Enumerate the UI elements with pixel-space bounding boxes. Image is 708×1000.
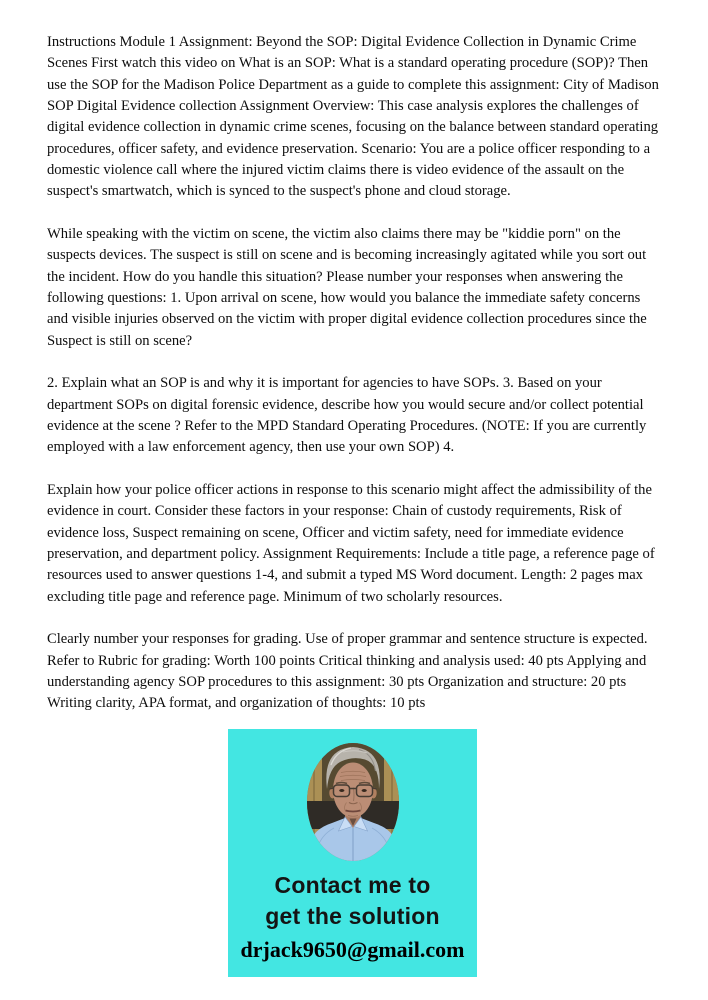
contact-heading-line2: get the solution (265, 903, 440, 929)
paragraph-scenario-question1: While speaking with the victim on scene, the victim also claims there may be "kiddie porn" on the suspects devices. The suspect is still on scene and is becoming increasingly agitated while you sort out the incident. How do you handle this situation? Please number your responses when answering the following questions: 1. Upon arrival on scene, how would you balance the immediate safety concerns and visible injuries observed on the victim with proper digital evidence collection procedures since the Suspect is still on scene? (47, 225, 647, 349)
contact-email: drjack9650@gmail.com (240, 937, 465, 962)
contact-card (228, 729, 477, 977)
paragraph-intro: Instructions Module 1 Assignment: Beyond the SOP: Digital Evidence Collection in Dynamic Crime Scenes First watch this video on What is an SOP: What is a standard operating procedure (SOP)? Then use the SOP for the Madison Police Department as a guide to complete this assignment: City of Madison SOP Digital Evidence collection Assignment Overview: This case analysis explores the challenges of digital evidence collection in dynamic crime scenes, focusing on the balance between standard operating procedures, officer safety, and evidence preservation. Scenario: You are a police officer responding to a domestic violence call where the injured victim claims there is video evidence of the assault on the suspect's smartwatch, which is synced to the suspect's phone and cloud storage. (47, 34, 659, 200)
paragraph-grading-rubric: Clearly number your responses for grading. Use of proper grammar and sentence structure is expected. Refer to Rubric for grading: Worth 100 points Critical thinking and analysis used: 40 pts Applying and understanding agency SOP procedures to this assignment: 30 pts Organization and structure: 20 pts Writing clarity, APA format, and organization of thoughts: 10 pts (47, 631, 648, 712)
tutor-photo (307, 743, 399, 861)
paragraph-question-4-requirements: Explain how your police officer actions in response to this scenario might affect the admissibility of the evidence in court. Consider these factors in your response: Chain of custody requirements, Risk of evidence loss, Suspect remaining on scene, Officer and victim safety, need for immediate evidence preservation, and department policy. Assignment Requirements: Include a title page, a reference page of resources used to answer questions 1-4, and submit a typed MS Word document. Length: 2 pages max excluding title page and reference page. Minimum of two scholarly resources. (47, 481, 655, 605)
assignment-instructions (47, 32, 663, 715)
contact-heading-line1: Contact me to (274, 872, 431, 898)
paragraph-questions-2-3: 2. Explain what an SOP is and why it is important for agencies to have SOPs. 3. Based on your department SOPs on digital forensic evidence, describe how you would secure and/or collect potential evidence at the scene ? Refer to the MPD Standard Operating Procedures. (NOTE: If you are currently employed with a law enforcement agency, then use your own SOP) 4. (47, 375, 647, 456)
